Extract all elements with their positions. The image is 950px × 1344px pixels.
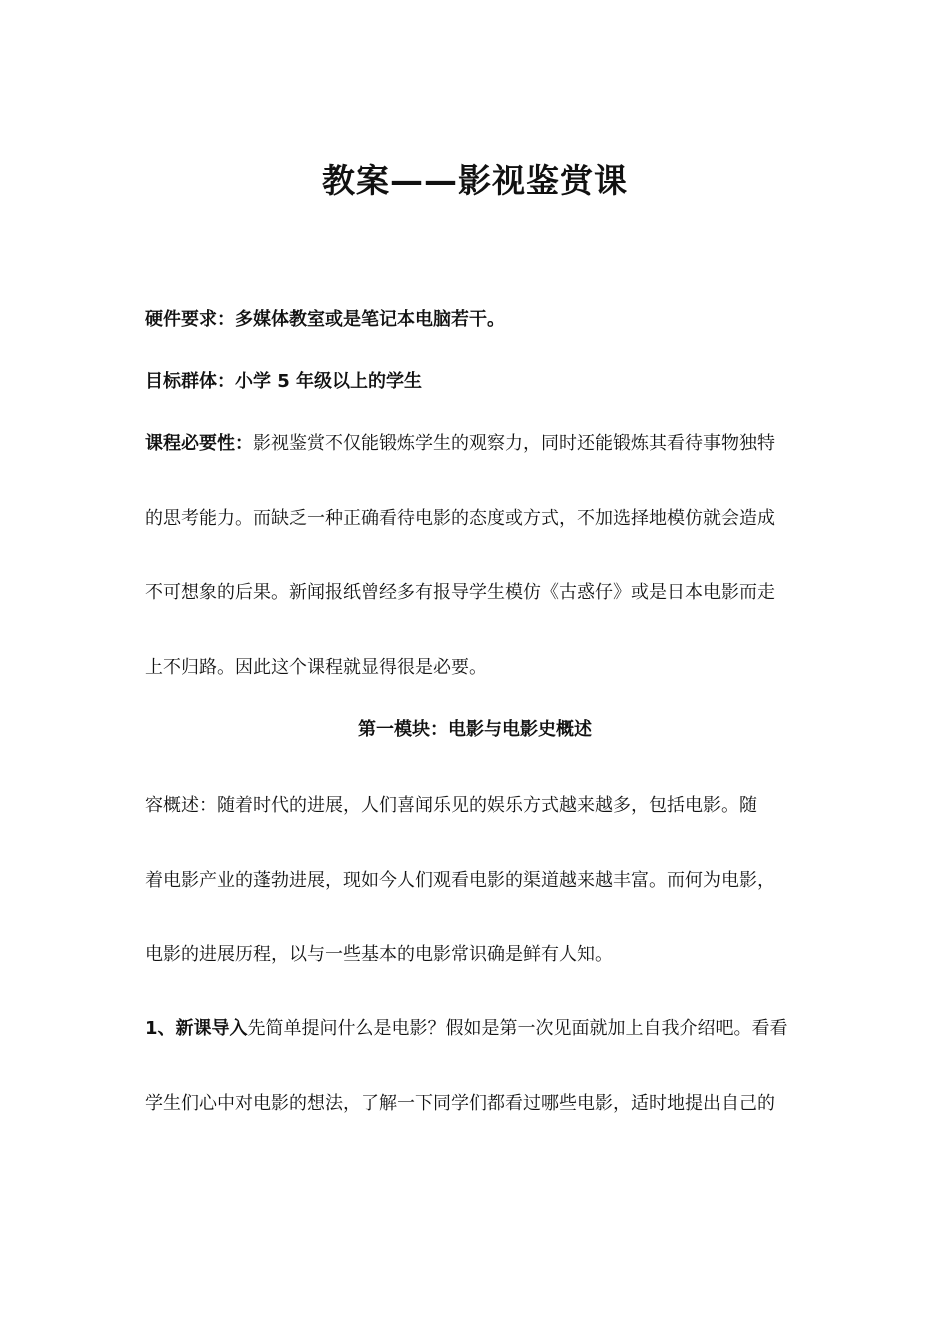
necessity-line-2: 的思考能力。而缺乏一种正确看待电影的态度或方式，不加选择地模仿就会造成 <box>145 508 775 529</box>
hardware-value: 多媒体教室或是笔记本电脑若干。 <box>235 309 505 330</box>
necessity-line-3: 不可想象的后果。新闻报纸曾经多有报导学生模仿《古惑仔》或是日本电影而走 <box>145 582 775 603</box>
necessity-line-1 <box>145 432 835 456</box>
section1-label: 1、新课导入 <box>145 1018 248 1039</box>
target-label: 目标群体： <box>145 371 235 392</box>
necessity-line-4: 上不归路。因此这个课程就显得很是必要。 <box>145 657 487 678</box>
necessity-text: 影视鉴赏不仅能锻炼学生的观察力，同时还能锻炼其看待事物独特 <box>253 433 775 454</box>
overview-line-3: 电影的进展历程，以与一些基本的电影常识确是鲜有人知。 <box>145 944 613 965</box>
necessity-label: 课程必要性： <box>145 433 253 454</box>
target-line <box>145 370 835 394</box>
section1-line-2: 学生们心中对电影的想法，了解一下同学们都看过哪些电影，适时地提出自己的 <box>145 1093 775 1114</box>
overview-line-2: 着电影产业的蓬勃进展，现如今人们观看电影的渠道越来越丰富。而何为电影， <box>145 870 775 891</box>
section1-text: 先简单提问什么是电影？假如是第一次见面就加上自我介绍吧。看看 <box>247 1018 788 1039</box>
overview-line-1: 容概述：随着时代的进展，人们喜闻乐见的娱乐方式越来越多，包括电影。随 <box>145 795 757 816</box>
hardware-line <box>145 308 835 332</box>
document-title: 教案——影视鉴赏课 <box>322 161 628 200</box>
target-value: 小学 5 年级以上的学生 <box>235 371 423 392</box>
section1-line-1 <box>145 1017 835 1041</box>
hardware-label: 硬件要求： <box>145 309 235 330</box>
module1-heading: 第一模块：电影与电影史概述 <box>358 719 592 740</box>
